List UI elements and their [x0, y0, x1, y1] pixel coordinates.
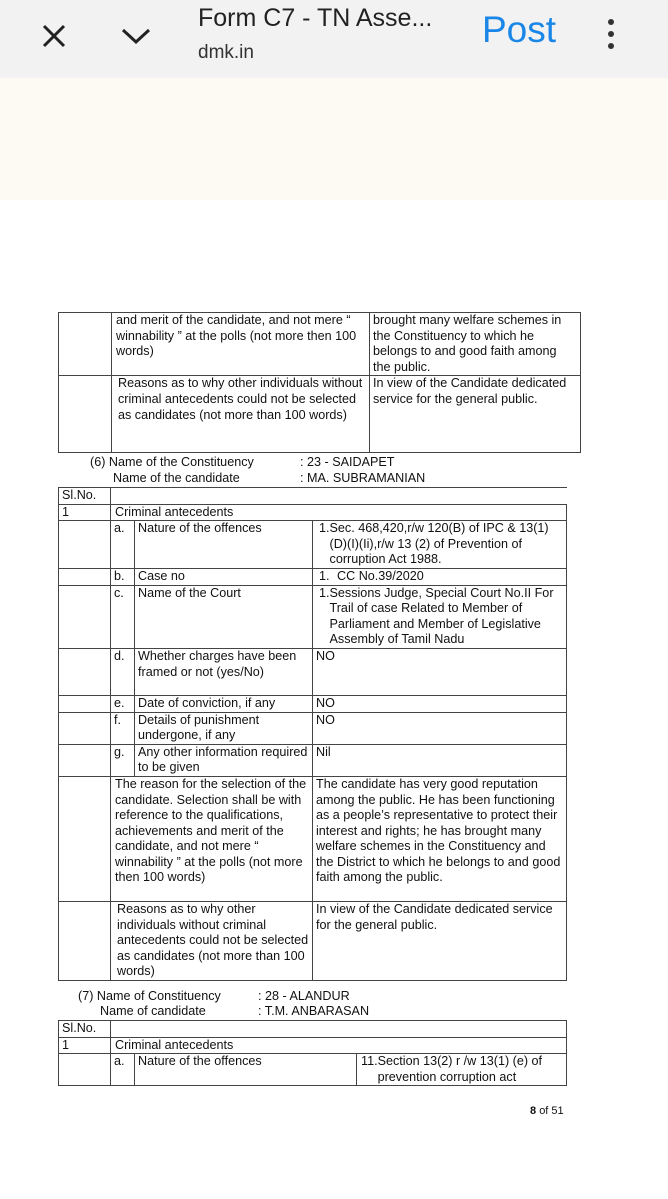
browser-top-bar — [0, 0, 668, 78]
page-current: 8 — [530, 1105, 537, 1117]
candidate-label: Name of the candidate — [113, 471, 240, 485]
row-label: Case no — [135, 568, 313, 585]
row-letter: f. — [111, 712, 135, 744]
candidate-label: Name of candidate — [100, 1004, 206, 1018]
page-gap-band — [0, 78, 668, 200]
row-value-text: Sec. 468,420,r/w 120(B) of IPC & 13(1)(D)(I)(Ii),r/w 13 (2) of Prevention of corruption Act 1988. — [329, 521, 549, 567]
row-value — [313, 585, 567, 648]
page-domain: dmk.in — [198, 42, 254, 63]
row-number: 1. — [319, 585, 330, 600]
row-number: 11. — [361, 1054, 378, 1069]
criminal-antecedents-header: Criminal antecedents — [111, 504, 567, 521]
slno-header: Sl.No. — [59, 488, 111, 505]
constituency-label: (6) Name of the Constituency — [90, 455, 254, 469]
row-label: Date of conviction, if any — [135, 695, 313, 712]
constituency-value: : 23 - SAIDAPET — [300, 455, 395, 469]
candidate-value: : MA. SUBRAMANIAN — [300, 471, 426, 485]
chevron-down-icon[interactable] — [118, 22, 154, 50]
row-value: NO — [313, 695, 567, 712]
post-button[interactable]: Post — [482, 9, 557, 50]
slno: 1 — [59, 504, 111, 521]
row-letter: g. — [111, 744, 135, 776]
row-label: Any other information required to be given — [135, 744, 313, 776]
selection-reason-label: The reason for the selection of the candidate. Selection shall be with reference to the qualifications, achievements and merit of the candidate, and not mere “ winnability ” at the polls (not more then 100 words) — [111, 776, 313, 901]
row-letter: e. — [111, 695, 135, 712]
row-value — [313, 568, 567, 585]
criminal-antecedents-header: Criminal antecedents — [111, 1037, 567, 1054]
row-value-text: CC No.39/2020 — [337, 568, 424, 583]
reasons-label: Reasons as to why other individuals without criminal antecedents could not be selected as candidates (not more than 100 words) — [112, 376, 370, 453]
row-label: Details of punishment undergone, if any — [135, 712, 313, 744]
row-label: Whether charges have been framed or not (yes/No) — [135, 648, 313, 695]
close-icon[interactable] — [38, 20, 70, 52]
row-value: NO — [313, 648, 567, 695]
row-value: Nil — [313, 744, 567, 776]
constituency-label: (7) Name of Constituency — [78, 989, 221, 1003]
row-letter: b. — [111, 568, 135, 585]
page-total: of 51 — [539, 1105, 564, 1117]
row-letter: a. — [111, 521, 135, 569]
slno-header: Sl.No. — [59, 1021, 111, 1038]
row-value: NO — [313, 712, 567, 744]
page-title: Form C7 - TN Asse... — [198, 4, 433, 32]
row-label: Nature of the offences — [135, 1054, 357, 1086]
row-value-text: Sessions Judge, Special Court No.II For Trail of case Related to Member of Parliament and Member of Legislative Assembly of Tamil Nadu — [329, 585, 554, 647]
reasons-text: In view of the Candidate dedicated service for the general public. — [313, 901, 567, 980]
reasons-label: Reasons as to why other individuals without criminal antecedents could not be selected as candidates (not more than 100 words) — [111, 901, 313, 980]
row-value-text: Section 13(2) r /w 13(1) (e) of prevention corruption act — [377, 1054, 543, 1084]
reasons-text: In view of the Candidate dedicated service for the general public. — [370, 376, 581, 453]
row-label: Name of the Court — [135, 585, 313, 648]
row-value — [313, 521, 567, 569]
row-letter: a. — [111, 1054, 135, 1086]
selection-reason-text: The candidate has very good reputation among the public. He has been functioning as a people’s representative to protect their interest and rights; he has brought many welfare schemes in the Constituency and the District to which he belongs to and good faith among the public. — [313, 776, 567, 901]
row-letter: c. — [111, 585, 135, 648]
row-letter: d. — [111, 648, 135, 695]
selection-reason-text: brought many welfare schemes in the Constituency to which he belongs to and good faith among the public. — [370, 313, 581, 376]
candidate-6-table — [58, 487, 567, 981]
constituency-value: : 28 - ALANDUR — [258, 989, 350, 1003]
row-number: 1. — [319, 521, 330, 536]
row-label: Nature of the offences — [135, 521, 313, 569]
candidate-value: : T.M. ANBARASAN — [258, 1004, 370, 1018]
row-number: 1. — [319, 568, 330, 583]
more-options-icon[interactable] — [603, 16, 619, 52]
row-value — [357, 1054, 567, 1086]
selection-reason-label: and merit of the candidate, and not mere “ winnability ” at the polls (not more then 100 words) — [112, 313, 370, 376]
prev-candidate-table — [58, 312, 581, 453]
page-number — [530, 1104, 564, 1120]
slno: 1 — [59, 1037, 111, 1054]
candidate-7-table — [58, 1020, 567, 1086]
